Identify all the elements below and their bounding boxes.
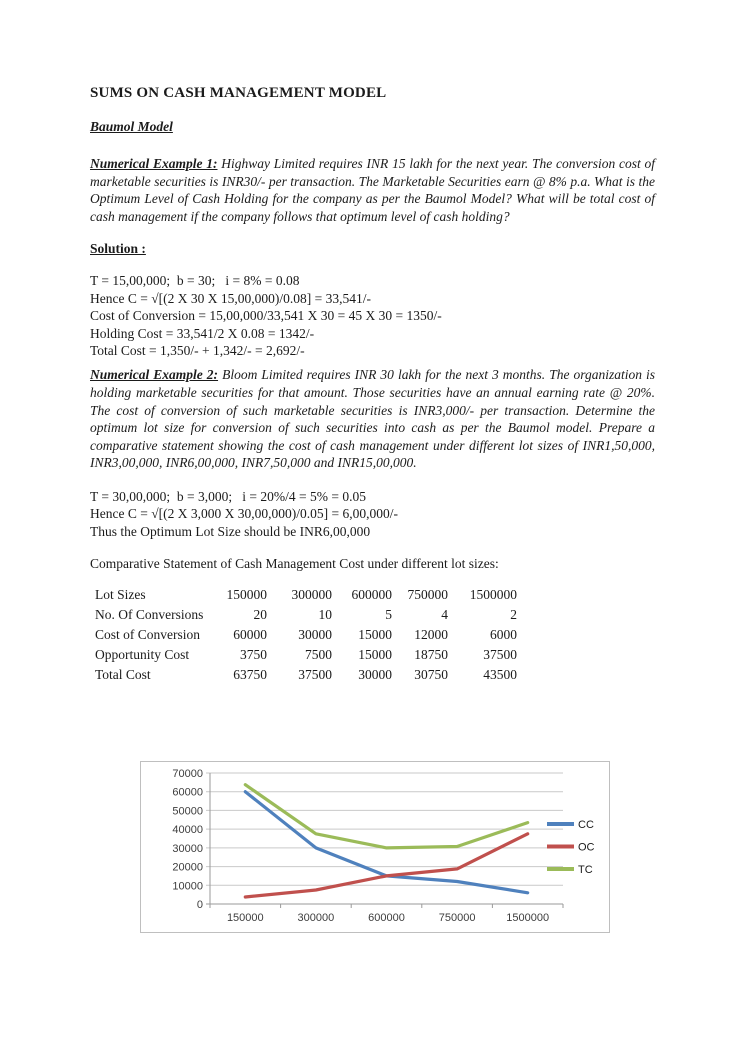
page-title: SUMS ON CASH MANAGEMENT MODEL [90, 85, 387, 101]
comparative-table [95, 585, 517, 685]
cell-value: 12000 [414, 627, 448, 643]
formula-line: Total Cost = 1,350/- + 1,342/- = 2,692/- [90, 343, 305, 358]
example1-text: Highway Limited requires INR 15 lakh for the next year. The conversion cost of marketable securities is INR30/- per transaction. The Marketable Securities earn @ 8% p.a. What is the Optimum Level of Cash Holding for the company as per the Baumol Model? What will be total cost of cash management if the company follows that optimum level of cash holding? [90, 156, 655, 224]
cell-value: 37500 [483, 647, 517, 663]
y-axis-tick-label: 70000 [172, 768, 203, 781]
y-axis-tick-label: 10000 [172, 880, 203, 893]
comparative-caption: Comparative Statement of Cash Management Cost under different lot sizes: [90, 556, 499, 572]
y-axis-tick-label: 50000 [172, 805, 203, 818]
cell-value: 300000 [291, 587, 332, 603]
cell-value: 10 [318, 607, 332, 623]
formula-line: T = 30,00,000; b = 3,000; i = 20%/4 = 5% = 0.05 [90, 488, 366, 504]
cell-value: 37500 [298, 667, 332, 683]
example1-solution-block [90, 272, 655, 359]
cell-value: 750000 [407, 587, 448, 603]
solution-heading: Solution : [90, 241, 146, 257]
example1-label: Numerical Example 1: [90, 156, 218, 171]
example2-label: Numerical Example 2: [90, 367, 219, 383]
formula-line: T = 15,00,000; b = 30; i = 8% = 0.08 [90, 273, 300, 289]
series-line-tc [245, 785, 527, 848]
cell-value: 2 [510, 607, 517, 623]
x-axis-tick-label: 600000 [368, 912, 405, 925]
cost-chart [140, 761, 610, 933]
x-axis-tick-label: 1500000 [506, 912, 550, 925]
y-axis-tick-label: 0 [196, 899, 203, 912]
x-axis-tick-label: 750000 [438, 912, 476, 925]
formula-line: Thus the Optimum Lot Size should be INR6,00,000 [90, 523, 371, 539]
cell-value: 15000 [358, 647, 392, 663]
cell-value: 150000 [226, 587, 267, 603]
table-row [95, 605, 517, 625]
formula-line: Holding Cost = 33,541/2 X 0.08 = 1342/- [90, 325, 315, 341]
heading-baumol-model: Baumol Model [90, 119, 173, 134]
row-label: Opportunity Cost [95, 647, 190, 663]
cell-value: 30000 [358, 667, 392, 683]
paragraph-example2 [90, 366, 655, 472]
table-row [95, 585, 517, 605]
example2-text: Bloom Limited requires INR 30 lakh for the next 3 months. The organization is holding marketable securities for that amount. Those securities have an annual earning rate @ 20%. The cost of conversion of such marketable securities is INR3,000/- per transaction. Determine the optimum lot size for conversion of such securities into cash as per the Baumol model. Prepare a comparative statement showing the cost of cash management under different lot sizes of INR1,50,000, INR3,00,000, INR6,00,000, INR7,50,000 and INR15,00,000. [90, 367, 655, 471]
cell-value: 30750 [414, 667, 448, 683]
cell-value: 6000 [490, 627, 517, 643]
row-label: Total Cost [95, 667, 151, 683]
cell-value: 20 [253, 607, 267, 623]
cell-value: 18750 [414, 647, 448, 663]
cell-value: 3750 [240, 647, 267, 663]
y-axis-tick-label: 20000 [172, 861, 203, 874]
row-label: Lot Sizes [95, 587, 146, 603]
cost-chart-svg [141, 762, 609, 932]
formula-line: Cost of Conversion = 15,00,000/33,541 X 30 = 45 X 30 = 1350/- [90, 308, 442, 324]
y-axis-tick-label: 60000 [172, 786, 203, 799]
cell-value: 43500 [483, 667, 517, 683]
cell-value: 7500 [305, 647, 332, 663]
cell-value: 600000 [351, 587, 392, 603]
legend-label-cc: CC [578, 819, 594, 832]
legend-label-tc: TC [578, 864, 593, 877]
cell-value: 5 [385, 607, 392, 623]
formula-line: Hence C = √[(2 X 3,000 X 30,00,000)/0.05] = 6,00,000/- [90, 506, 398, 522]
row-label: Cost of Conversion [95, 627, 201, 643]
table-row [95, 625, 517, 645]
table-row [95, 645, 517, 665]
table-row [95, 665, 517, 685]
x-axis-tick-label: 150000 [226, 912, 264, 925]
y-axis-tick-label: 30000 [172, 843, 203, 856]
y-axis-tick-label: 40000 [172, 824, 203, 837]
cell-value: 15000 [358, 627, 392, 643]
legend-label-oc: OC [578, 841, 595, 854]
cell-value: 60000 [233, 627, 267, 643]
paragraph-example1 [90, 155, 655, 225]
x-axis-tick-label: 300000 [297, 912, 335, 925]
formula-line: Hence C = √[(2 X 30 X 15,00,000)/0.08] = 33,541/- [90, 290, 371, 306]
cell-value: 4 [441, 607, 448, 623]
series-line-cc [245, 792, 527, 893]
cell-value: 1500000 [469, 587, 517, 603]
cell-value: 30000 [298, 627, 332, 643]
example2-solution-block [90, 488, 655, 540]
cell-value: 63750 [233, 667, 267, 683]
row-label: No. Of Conversions [95, 607, 204, 623]
